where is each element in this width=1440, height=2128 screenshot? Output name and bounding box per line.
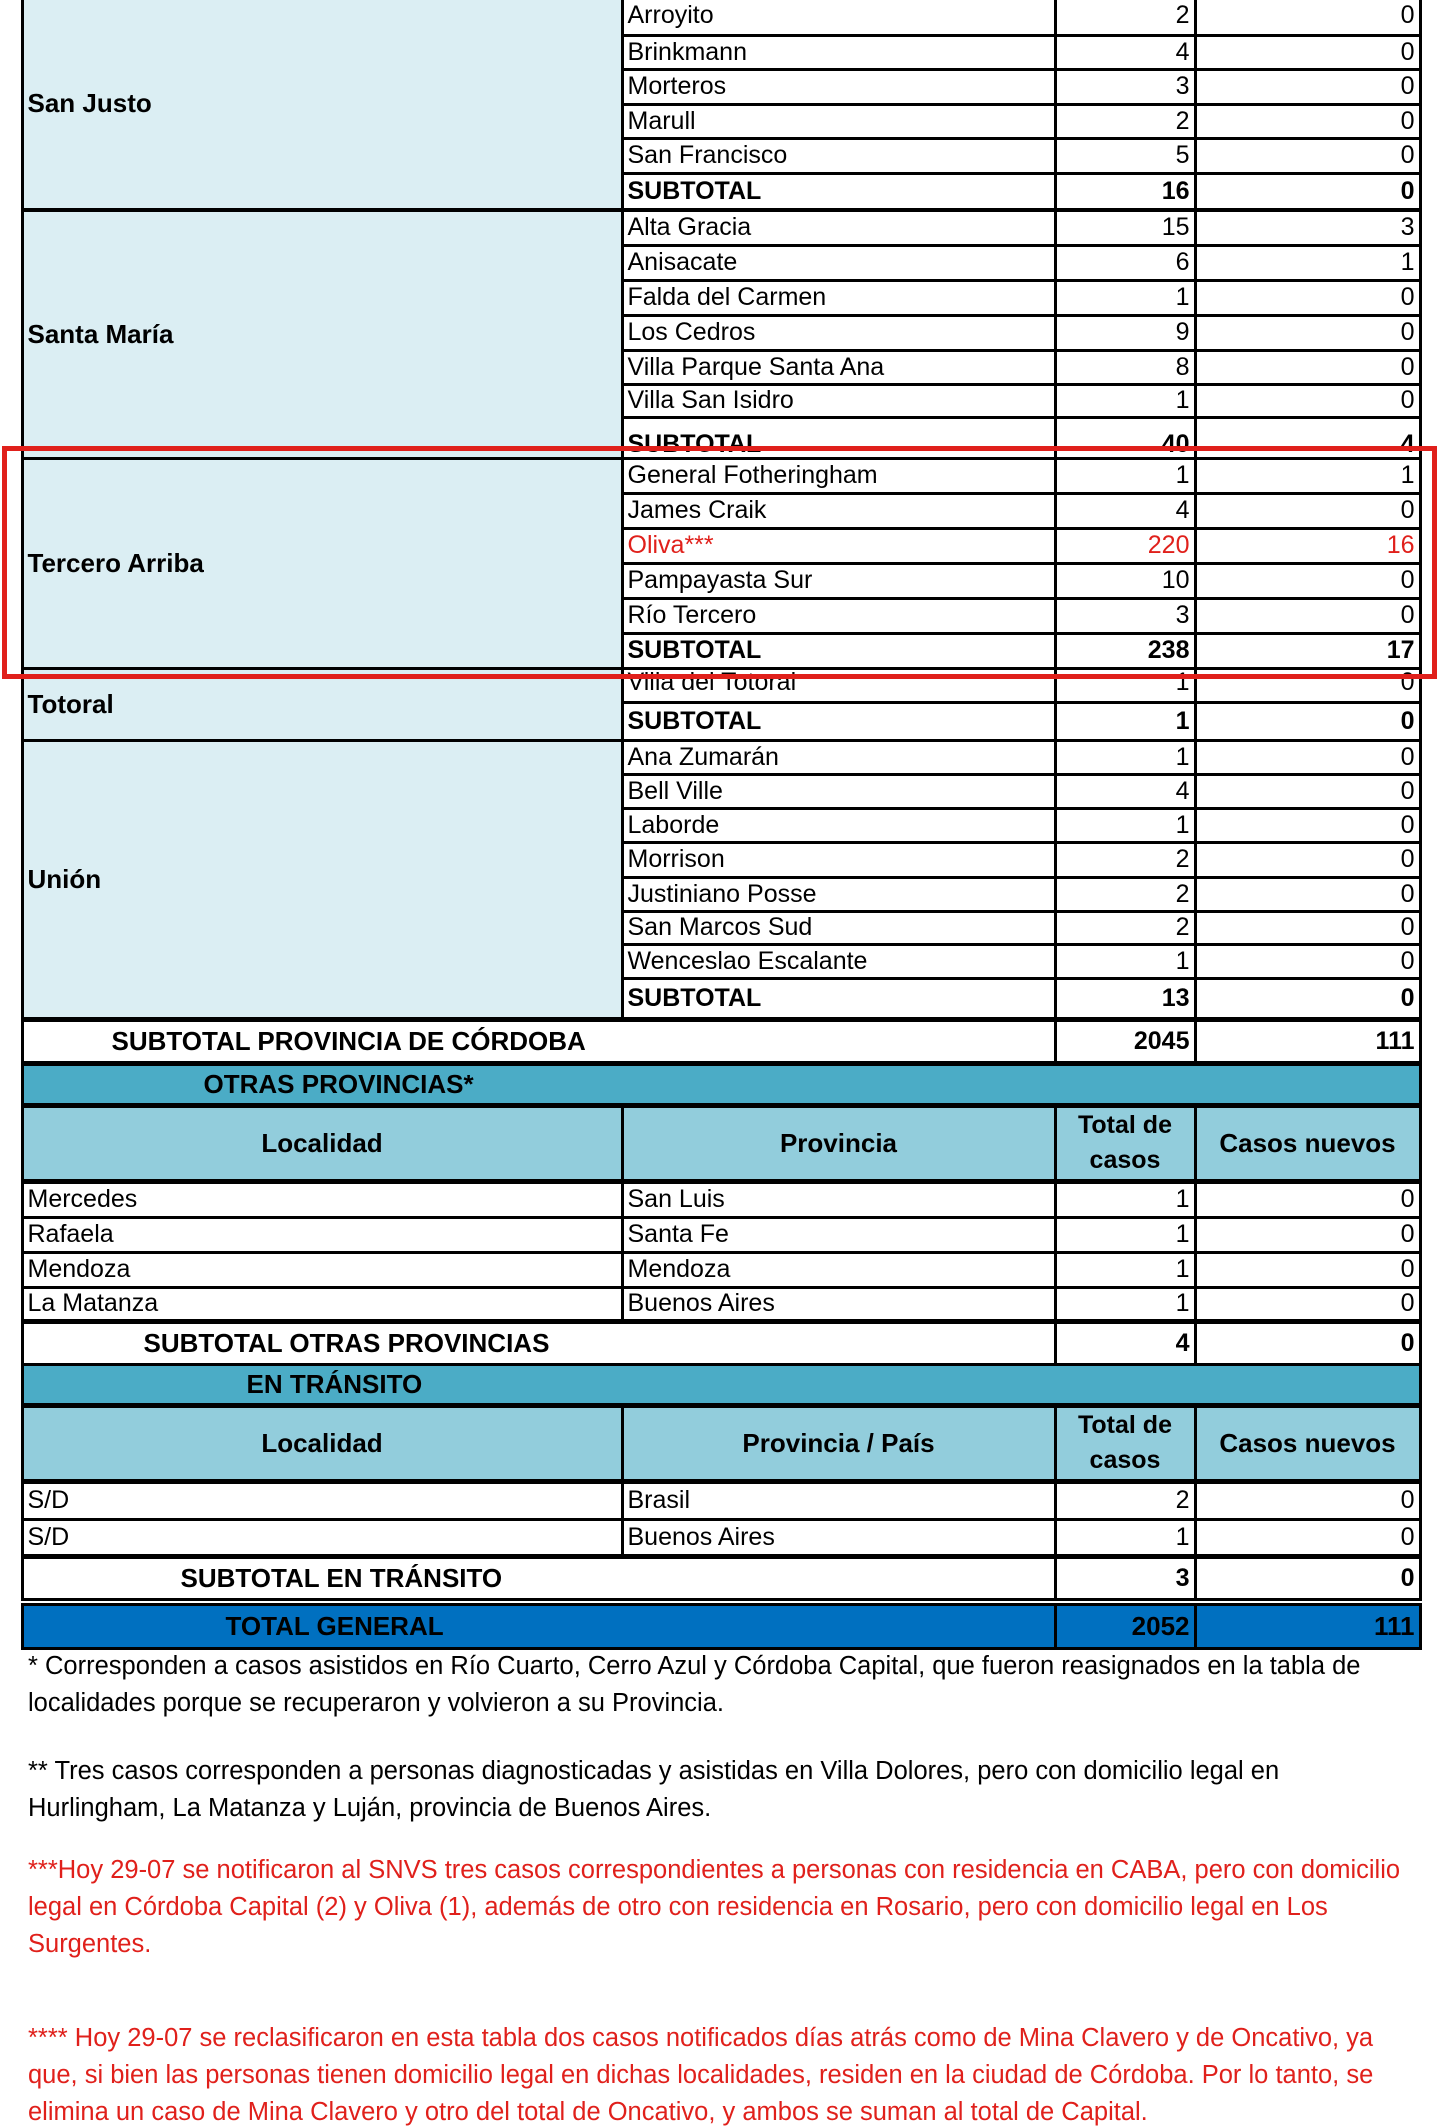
otras-header-row: [22, 1106, 1420, 1180]
subtotal-total: 238: [1054, 632, 1197, 670]
section-title: OTRAS PROVINCIAS*: [21, 1063, 1422, 1106]
header-provincia: Provincia: [621, 1105, 1057, 1182]
total-cell: 1: [1054, 667, 1197, 704]
total-cell: 6: [1054, 244, 1197, 282]
subtotal-new: 0: [1194, 701, 1422, 742]
new-cell: 0: [1194, 1481, 1422, 1521]
total-cell: 4: [1054, 773, 1197, 810]
locality-cell: Laborde: [621, 807, 1057, 844]
total-cell: 1: [1054, 1251, 1197, 1289]
footnote-2: ** Tres casos corresponden a personas diagnosticadas y asistidas en Villa Dolores, pero con domicilio legal en Hurlingham, La Matanza y Luján, provincia de Buenos Aires.: [28, 1757, 1280, 1822]
locality-cell: Ana Zumarán: [621, 739, 1057, 776]
locality-cell: Villa San Isidro: [621, 383, 1057, 419]
total-cell: 2: [1054, 910, 1197, 946]
province-cell: Buenos Aires: [621, 1518, 1057, 1557]
province-cell: Santa Fe: [621, 1216, 1057, 1254]
otras-provincias-band: [22, 1064, 1420, 1104]
total-general-new: 111: [1194, 1603, 1422, 1650]
total-cell: 1: [1054, 1518, 1197, 1557]
locality-cell: La Matanza: [21, 1286, 624, 1322]
subtotal-new: 4: [1194, 416, 1422, 460]
new-cell: 0: [1194, 1216, 1422, 1254]
locality-cell: General Fotheringham: [621, 457, 1057, 495]
locality-cell: Río Tercero: [621, 597, 1057, 635]
subtotal-cordoba-row: [22, 1020, 1420, 1062]
locality-cell: Villa del Totoral: [621, 667, 1057, 704]
locality-cell: Anisacate: [621, 244, 1057, 282]
total-cell: 10: [1054, 562, 1197, 600]
total-cell: 2: [1054, 103, 1197, 140]
subtotal-otras-new: 0: [1194, 1321, 1422, 1366]
subtotal-otras-label: SUBTOTAL OTRAS PROVINCIAS: [21, 1321, 1057, 1366]
subtotal-cordoba-new: 111: [1194, 1019, 1422, 1064]
locality-cell-highlighted: Oliva***: [621, 527, 1057, 565]
new-cell: 0: [1194, 562, 1422, 600]
locality-cell: Morrison: [621, 841, 1057, 879]
new-cell: 0: [1194, 137, 1422, 175]
new-cell: 0: [1194, 667, 1422, 704]
total-cell: 1: [1054, 1286, 1197, 1322]
locality-cell: S/D: [21, 1518, 624, 1557]
province-cell: San Luis: [621, 1181, 1057, 1219]
new-cell: 0: [1194, 773, 1422, 810]
dept-block-totoral: [22, 668, 1420, 740]
total-cell: 15: [1054, 209, 1197, 247]
locality-cell: San Marcos Sud: [621, 910, 1057, 946]
total-cell: 1: [1054, 1181, 1197, 1219]
subtotal-label: SUBTOTAL: [621, 416, 1057, 460]
new-cell: 1: [1194, 457, 1422, 495]
new-cell: 0: [1194, 34, 1422, 71]
new-cell: 0: [1194, 739, 1422, 776]
otras-rows: [22, 1182, 1420, 1320]
total-cell: 9: [1054, 314, 1197, 352]
subtotal-new: 0: [1194, 977, 1422, 1020]
total-cell: 3: [1054, 597, 1197, 635]
total-cell: 1: [1054, 1216, 1197, 1254]
new-cell: 1: [1194, 244, 1422, 282]
header-total-casos: Total de casos: [1054, 1405, 1197, 1482]
subtotal-cordoba-total: 2045: [1054, 1019, 1197, 1064]
total-cell: 1: [1054, 383, 1197, 419]
locality-cell: Marull: [621, 103, 1057, 140]
new-cell: 0: [1194, 383, 1422, 419]
total-cell: 1: [1054, 739, 1197, 776]
total-cell: 2: [1054, 841, 1197, 879]
new-cell: 0: [1194, 1181, 1422, 1219]
new-cell: 0: [1194, 314, 1422, 352]
footnote-3: ***Hoy 29-07 se notificaron al SNVS tres casos correspondientes a personas con residencia en CABA, pero con domicilio legal en Córdoba Capital (2) y Oliva (1), además de otro con residencia en Rosario, pero con domicilio legal en Los Surgentes.: [28, 1856, 1401, 1958]
locality-cell: Falda del Carmen: [621, 279, 1057, 317]
locality-cell: Wenceslao Escalante: [621, 943, 1057, 980]
new-cell: 0: [1194, 68, 1422, 106]
total-cell: 4: [1054, 34, 1197, 71]
transito-header-row: [22, 1406, 1420, 1480]
header-casos-nuevos: Casos nuevos: [1194, 1105, 1422, 1182]
dept-block-santa-maria: [22, 210, 1420, 458]
footnote-1: * Corresponden a casos asistidos en Río Cuarto, Cerro Azul y Córdoba Capital, que fueron reasignados en la tabla de localidades porque se recuperaron y volvieron a su Provincia.: [28, 1652, 1361, 1717]
new-cell: 0: [1194, 1286, 1422, 1322]
total-cell: 2: [1054, 0, 1197, 37]
transito-rows: [22, 1482, 1420, 1555]
total-cell: 2: [1054, 1481, 1197, 1521]
dept-name: Totoral: [21, 667, 624, 742]
total-cell: 4: [1054, 492, 1197, 530]
subtotal-total: 13: [1054, 977, 1197, 1020]
locality-cell: Mercedes: [21, 1181, 624, 1219]
subtotal-transito-label: SUBTOTAL EN TRÁNSITO: [21, 1556, 1057, 1601]
dept-name: Santa María: [21, 209, 624, 460]
total-cell: 1: [1054, 457, 1197, 495]
locality-cell: Justiniano Posse: [621, 876, 1057, 913]
subtotal-transito-total: 3: [1054, 1556, 1197, 1601]
header-total-casos: Total de casos: [1054, 1105, 1197, 1182]
dept-name: San Justo: [21, 0, 624, 211]
subtotal-total: 1: [1054, 701, 1197, 742]
locality-cell: Alta Gracia: [621, 209, 1057, 247]
subtotal-total: 16: [1054, 172, 1197, 211]
total-cell: 3: [1054, 68, 1197, 106]
locality-cell: Bell Ville: [621, 773, 1057, 810]
dept-block-san-justo: [22, 0, 1420, 209]
subtotal-label: SUBTOTAL: [621, 977, 1057, 1020]
subtotal-otras-row: [22, 1322, 1420, 1364]
header-casos-nuevos: Casos nuevos: [1194, 1405, 1422, 1482]
locality-cell: Mendoza: [21, 1251, 624, 1289]
new-cell: 0: [1194, 0, 1422, 37]
locality-cell: Rafaela: [21, 1216, 624, 1254]
subtotal-label: SUBTOTAL: [621, 632, 1057, 670]
new-cell: 3: [1194, 209, 1422, 247]
new-cell: 0: [1194, 841, 1422, 879]
locality-cell: Pampayasta Sur: [621, 562, 1057, 600]
locality-cell: Villa Parque Santa Ana: [621, 349, 1057, 386]
subtotal-cordoba-label: SUBTOTAL PROVINCIA DE CÓRDOBA: [21, 1019, 1057, 1064]
new-cell: 0: [1194, 876, 1422, 913]
footnote-4: **** Hoy 29-07 se reclasificaron en esta tabla dos casos notificados días atrás como de Mina Clavero y de Oncativo, ya que, si bien las personas tienen domicilio legal en dichas localidades, residen en la ciudad de Córdoba. Por lo tanto, se elimina un caso de Mina Clavero y otro del total de Oncativo, y ambos se suman al total de Capital.: [28, 2024, 1374, 2126]
total-cell: 2: [1054, 876, 1197, 913]
province-cell: Buenos Aires: [621, 1286, 1057, 1322]
new-cell: 0: [1194, 279, 1422, 317]
dept-block-union: [22, 740, 1420, 1018]
new-cell: 0: [1194, 910, 1422, 946]
locality-cell: Morteros: [621, 68, 1057, 106]
locality-cell: Arroyito: [621, 0, 1057, 37]
new-cell: 0: [1194, 597, 1422, 635]
header-provincia-pais: Provincia / País: [621, 1405, 1057, 1482]
total-general-label: TOTAL GENERAL: [21, 1603, 1057, 1650]
section-title: EN TRÁNSITO: [21, 1363, 1422, 1406]
dept-name: Tercero Arriba: [21, 457, 624, 670]
en-transito-band: [22, 1364, 1420, 1404]
locality-cell: James Craik: [621, 492, 1057, 530]
subtotal-label: SUBTOTAL: [621, 172, 1057, 211]
subtotal-new: 17: [1194, 632, 1422, 670]
header-localidad: Localidad: [21, 1105, 624, 1182]
new-cell: 0: [1194, 103, 1422, 140]
total-general-row: [22, 1604, 1420, 1648]
total-general-total: 2052: [1054, 1603, 1197, 1650]
subtotal-transito-new: 0: [1194, 1556, 1422, 1601]
province-cell: Mendoza: [621, 1251, 1057, 1289]
new-cell: 0: [1194, 349, 1422, 386]
subtotal-label: SUBTOTAL: [621, 701, 1057, 742]
locality-cell: San Francisco: [621, 137, 1057, 175]
total-cell: 1: [1054, 279, 1197, 317]
subtotal-transito-row: [22, 1557, 1420, 1599]
subtotal-new: 0: [1194, 172, 1422, 211]
province-cell: Brasil: [621, 1481, 1057, 1521]
total-cell: 1: [1054, 943, 1197, 980]
new-cell: 0: [1194, 807, 1422, 844]
total-cell-highlighted: 220: [1054, 527, 1197, 565]
new-cell: 0: [1194, 492, 1422, 530]
new-cell: 0: [1194, 943, 1422, 980]
total-cell: 5: [1054, 137, 1197, 175]
locality-cell: S/D: [21, 1481, 624, 1521]
dept-name: Unión: [21, 739, 624, 1020]
total-cell: 1: [1054, 807, 1197, 844]
new-cell: 0: [1194, 1518, 1422, 1557]
subtotal-total: 40: [1054, 416, 1197, 460]
new-cell: 0: [1194, 1251, 1422, 1289]
locality-cell: Brinkmann: [621, 34, 1057, 71]
header-localidad: Localidad: [21, 1405, 624, 1482]
locality-cell: Los Cedros: [621, 314, 1057, 352]
dept-block-tercero-arriba: [22, 458, 1420, 668]
new-cell-highlighted: 16: [1194, 527, 1422, 565]
total-cell: 8: [1054, 349, 1197, 386]
subtotal-otras-total: 4: [1054, 1321, 1197, 1366]
